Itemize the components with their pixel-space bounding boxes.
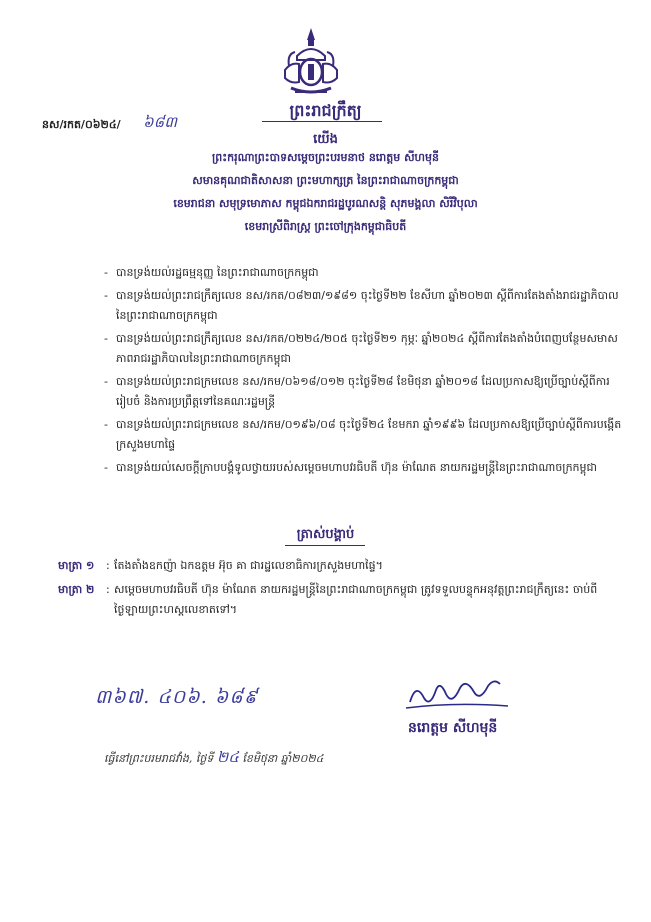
list-item: - បានទ្រង់យល់ព្រះរាជក្រឹត្យលេខ នស/រកត/០២២៤/២០៥ ចុះថ្ងៃទី២១ កុម្ភៈ ឆ្នាំ២០២៤ ស្តីពីការតែងតាំងបំពេញបន្ថែមសមាសភាពរាជរដ្ឋាភិបាលនៃព្រះរាជាណាចក្រកម្ពុជា <box>104 332 618 365</box>
signer-name: នរោត្ដម សីហមុនី <box>408 720 498 736</box>
we-heading: យើង <box>313 132 338 147</box>
list-item: - បានទ្រង់យល់ព្រះរាជក្រឹត្យលេខ នស/រកត/០៨២៣/១៩៨១ ចុះថ្ងៃទី២២ ខែសីហា ឆ្នាំ២០២៣ ស្តីពីការតែងតាំងរាជរដ្ឋាភិបាលនៃព្រះរាជាណាចក្រកម្ពុជា <box>104 289 619 322</box>
royal-title-line-2: សមានគុណជាតិសាសនា ព្រះមហាក្សត្រ នៃព្រះរាជាណាចក្រកម្ពុជា <box>192 174 459 187</box>
title-underline <box>262 121 382 122</box>
article-text: សម្តេចមហាបវរធិបតី ហ៊ុន ម៉ាណែត នាយករដ្ឋមន្ត្រីនៃព្រះរាជាណាចក្រកម្ពុជា ត្រូវទទួលបន្ទុកអនុវត្តព្រះរាជក្រឹត្យនេះ ចាប់ពីថ្ងៃឡាយព្រះហស្តលេខាតទៅ។ <box>114 583 598 616</box>
handwritten-day: ២៤ <box>216 748 239 766</box>
place-suffix: ខែមិថុនា ឆ្នាំ២០២៤ <box>242 752 324 765</box>
section-title: ត្រាស់បង្គាប់ <box>296 527 355 542</box>
reference-number: នស/រកត/០៦២៤/ <box>42 118 121 131</box>
article-2: មាត្រា ២ : សម្តេចមហាបវរធិបតី ហ៊ុន ម៉ាណែត នាយករដ្ឋមន្ត្រីនៃព្រះរាជាណាចក្រកម្ពុជា ត្រូវទទួលបន្ទុកអនុវត្តព្រះរាជក្រឹត្យនេះ ចាប់ពីថ្ងៃឡាយព្រះហស្តលេខាតទៅ។ <box>58 580 628 620</box>
article-label: មាត្រា ២ <box>58 583 95 596</box>
article-1: មាត្រា ១ : តែងតាំងឧកញ៉ា ឯកឧត្តម អ៊ុច គា ជារដ្ឋលេខាធិការក្រសួងមហាផ្ទៃ។ <box>58 556 628 576</box>
royal-signature-icon <box>404 672 514 712</box>
place-prefix: ធ្វើនៅព្រះបរមរាជវាំង, ថ្ងៃទី <box>104 752 214 765</box>
handwritten-date: ៣៦៧. ៤០៦. ៦៨៩ <box>95 686 259 708</box>
reference-handwritten-number: ៦៨៣ <box>143 113 178 131</box>
article-text: តែងតាំងឧកញ៉ា ឯកឧត្តម អ៊ុច គា ជារដ្ឋលេខាធិការក្រសួងមហាផ្ទៃ។ <box>114 559 383 572</box>
article-label: មាត្រា ១ <box>58 559 95 572</box>
decree-title: ព្រះរាជក្រឹត្យ <box>289 101 362 120</box>
list-item: - បានទ្រង់យល់ព្រះរាជក្រមលេខ នស/រកម/០១៩៦/០៨ ចុះថ្ងៃទី២៤ ខែមករា ឆ្នាំ១៩៩៦ ដែលប្រកាសឱ្យប្រើច្បាប់ស្តីពីការបង្កើតក្រសួងមហាផ្ទៃ <box>104 418 622 451</box>
royal-title-line-1: ព្រះករុណាព្រះបាទសម្ដេចព្រះបរមនាថ នរោត្ដម សីហមុនី <box>212 151 439 164</box>
list-item: - បានទ្រង់យល់រដ្ឋធម្មនុញ្ញ នៃព្រះរាជាណាចក្រកម្ពុជា <box>104 266 319 279</box>
royal-coat-of-arms-icon <box>281 26 341 98</box>
section-underline <box>285 545 365 546</box>
list-item: - បានទ្រង់យល់ព្រះរាជក្រមលេខ នស/រកម/០៦១៨/០១២ ចុះថ្ងៃទី២៨ ខែមិថុនា ឆ្នាំ២០១៨ ដែលប្រកាសឱ្យប្រើច្បាប់ស្តីពីការរៀបចំ និងការប្រព្រឹត្តទៅនៃគណៈរដ្ឋមន្ត្រី <box>104 375 610 408</box>
royal-title-line-3: ខេមរាជនា សមុទ្រមោភាស កម្ពុជឯករាជរដ្ឋបូរណសន្តិ សុភមង្គលា សិរីវិបុលា <box>173 197 478 210</box>
place-and-date <box>104 748 323 770</box>
list-item: - បានទ្រង់យល់សេចក្តីក្រាបបង្គំទូលថ្វាយរបស់សម្តេចមហាបវរធិបតី ហ៊ុន ម៉ាណែត នាយករដ្ឋមន្ត្រីនៃព្រះរាជាណាចក្រកម្ពុជា <box>104 461 597 474</box>
royal-title-line-4: ខេមរាស្រីពិរាស្ត្រ ព្រះចៅក្រុងកម្ពុជាធិបតី <box>244 220 407 233</box>
considerations-list <box>104 263 624 481</box>
